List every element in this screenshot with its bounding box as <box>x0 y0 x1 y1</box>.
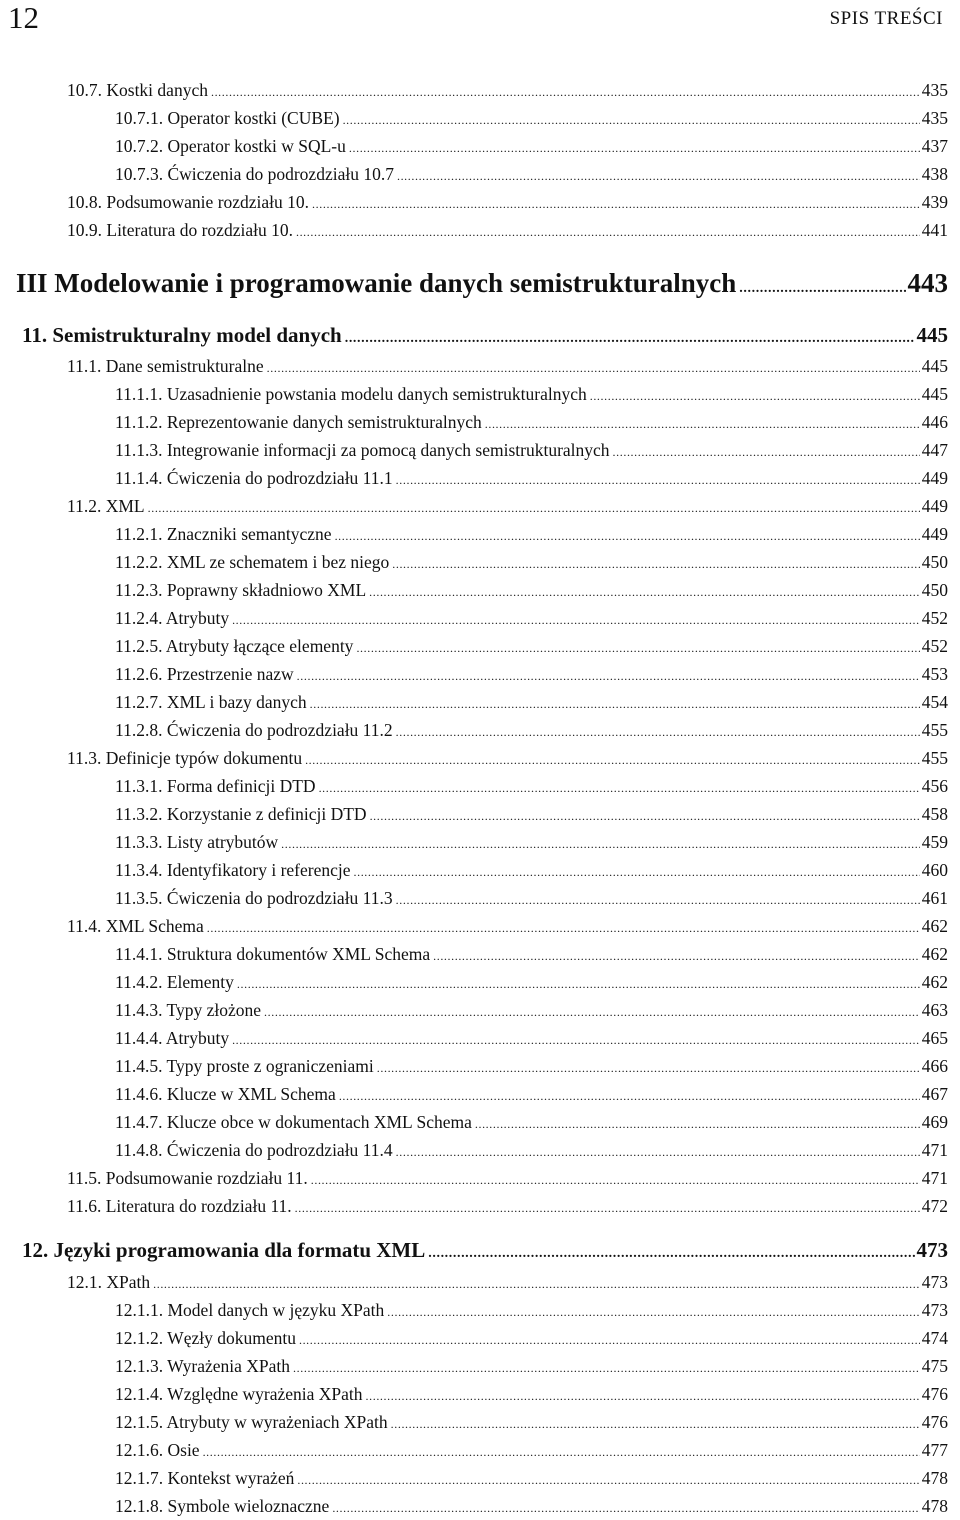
toc-entry-title: 11.2.1. Znaczniki semantyczne <box>115 524 332 544</box>
toc-dot-leader <box>310 692 920 713</box>
toc-entry-title: 11.1.2. Reprezentowanie danych semistrukturalnych <box>115 412 482 432</box>
toc-page-number: 435 <box>921 80 948 100</box>
toc-dot-leader <box>296 220 920 241</box>
toc-subsection-entry <box>115 164 948 185</box>
toc-subsection-entry <box>115 1328 948 1349</box>
toc-subsection-entry <box>115 664 948 685</box>
toc-entry-title: 11.4.8. Ćwiczenia do podrozdziału 11.4 <box>115 1140 393 1160</box>
toc-dot-leader <box>299 1328 920 1349</box>
toc-page-number: 456 <box>921 776 948 796</box>
toc-entry-title: 11.6. Literatura do rozdziału 11. <box>67 1196 292 1216</box>
toc-subsection-entry <box>115 1000 948 1021</box>
toc-entry-title: 11.4. XML Schema <box>67 916 204 936</box>
toc-part-entry <box>16 268 948 299</box>
toc-subsection-entry <box>115 108 948 129</box>
toc-entry-title: 12. Języki programowania dla formatu XML <box>22 1238 426 1262</box>
toc-dot-leader <box>297 664 920 685</box>
toc-section-entry <box>67 1168 948 1189</box>
toc-entry-title: 10.7.1. Operator kostki (CUBE) <box>115 108 340 128</box>
toc-page-number: 445 <box>916 323 948 347</box>
toc-dot-leader <box>264 1000 920 1021</box>
toc-subsection-entry <box>115 1300 948 1321</box>
toc-page-number: 454 <box>921 692 948 712</box>
toc-subsection-entry <box>115 1056 948 1077</box>
toc-entry-title: 10.7.3. Ćwiczenia do podrozdziału 10.7 <box>115 164 394 184</box>
toc-subsection-entry <box>115 860 948 881</box>
toc-page-number: 473 <box>916 1238 948 1262</box>
toc-entry-title: 11.4.3. Typy złożone <box>115 1000 262 1020</box>
toc-entry-title: 12.1.5. Atrybuty w wyrażeniach XPath <box>115 1412 388 1432</box>
toc-page-number: 462 <box>921 916 948 936</box>
toc-page-number: 474 <box>921 1328 948 1348</box>
toc-subsection-entry <box>115 1384 948 1405</box>
toc-subsection-entry <box>115 1028 948 1049</box>
toc-dot-leader <box>281 832 920 853</box>
toc-subsection-entry <box>115 580 948 601</box>
toc-dot-leader <box>485 412 920 433</box>
toc-page-number: 473 <box>921 1272 948 1292</box>
toc-subsection-entry <box>115 692 948 713</box>
toc-entry-title: 11.4.2. Elementy <box>115 972 234 992</box>
toc-entry-title: 11.4.4. Atrybuty <box>115 1028 230 1048</box>
toc-dot-leader <box>153 1272 920 1293</box>
toc-section-entry <box>67 1272 948 1293</box>
toc-page-number: 467 <box>921 1084 948 1104</box>
toc-entry-title: 11.2.3. Poprawny składniowo XML <box>115 580 367 600</box>
toc-page-number: 443 <box>907 268 948 298</box>
toc-section-entry <box>67 192 948 213</box>
toc-entry-title: 12.1.4. Względne wyrażenia XPath <box>115 1384 363 1404</box>
toc-dot-leader <box>475 1112 920 1133</box>
toc-page-number: 478 <box>921 1496 948 1516</box>
toc-subsection-entry <box>115 944 948 965</box>
toc-dot-leader <box>354 860 920 881</box>
toc-entry-title: 11.3.2. Korzystanie z definicji DTD <box>115 804 367 824</box>
toc-dot-leader <box>232 1028 920 1049</box>
toc-subsection-entry <box>115 804 948 825</box>
toc-entry-title: 11.4.7. Klucze obce w dokumentach XML Schema <box>115 1112 472 1132</box>
toc-dot-leader <box>295 1196 920 1217</box>
toc-entry-title: 12.1.3. Wyrażenia XPath <box>115 1356 291 1376</box>
toc-page-number: 446 <box>921 412 948 432</box>
toc-section-entry <box>67 1196 948 1217</box>
toc-entry-title: 10.8. Podsumowanie rozdziału 10. <box>67 192 310 212</box>
toc-dot-leader <box>396 720 920 741</box>
toc-dot-leader <box>232 608 920 629</box>
toc-page-number: 471 <box>921 1168 948 1188</box>
toc-page-number: 450 <box>921 580 948 600</box>
toc-page-number: 477 <box>921 1440 948 1460</box>
running-head: SPIS TREŚCI <box>829 8 943 29</box>
toc-page-number: 459 <box>921 832 948 852</box>
toc-section-entry <box>67 220 948 241</box>
toc-entry-title: 12.1.2. Węzły dokumentu <box>115 1328 296 1348</box>
toc-dot-leader <box>319 776 920 797</box>
toc-subsection-entry <box>115 1084 948 1105</box>
toc-dot-leader <box>311 1168 920 1189</box>
toc-entry-title: 11.3. Definicje typów dokumentu <box>67 748 303 768</box>
toc-dot-leader <box>356 636 919 657</box>
toc-chapter-entry <box>22 323 948 348</box>
toc-page-number: 447 <box>921 440 948 460</box>
toc-entry-title: 11.2.4. Atrybuty <box>115 608 230 628</box>
toc-dot-leader <box>203 1440 920 1461</box>
toc-dot-leader <box>377 1056 920 1077</box>
toc-dot-leader <box>349 136 920 157</box>
toc-section-entry <box>67 356 948 377</box>
toc-chapter-entry <box>22 1238 948 1263</box>
toc-section-entry <box>67 496 948 517</box>
toc-entry-title: 11.1.1. Uzasadnienie powstania modelu danych semistrukturalnych <box>115 384 587 404</box>
toc-page-number: 441 <box>921 220 948 240</box>
toc-entry-title: 11.2.6. Przestrzenie nazw <box>115 664 294 684</box>
toc-page-number: 461 <box>921 888 948 908</box>
toc-entry-title: III Modelowanie i programowanie danych semistrukturalnych <box>16 268 737 298</box>
toc-dot-leader <box>237 972 920 993</box>
toc-dot-leader <box>590 384 920 405</box>
toc-dot-leader <box>613 440 920 461</box>
toc-entry-title: 10.7. Kostki danych <box>67 80 208 100</box>
toc-subsection-entry <box>115 136 948 157</box>
toc-subsection-entry <box>115 1356 948 1377</box>
toc-entry-title: 12.1.7. Kontekst wyrażeń <box>115 1468 295 1488</box>
toc-dot-leader <box>433 944 920 965</box>
toc-entry-title: 11.4.5. Typy proste z ograniczeniami <box>115 1056 374 1076</box>
toc-subsection-entry <box>115 468 948 489</box>
toc-subsection-entry <box>115 636 948 657</box>
toc-subsection-entry <box>115 384 948 405</box>
toc-dot-leader <box>332 1496 919 1517</box>
toc-subsection-entry <box>115 776 948 797</box>
toc-dot-leader <box>392 552 920 573</box>
toc-page-number: 449 <box>921 468 948 488</box>
toc-dot-leader <box>397 164 920 185</box>
toc-subsection-entry <box>115 972 948 993</box>
toc-entry-title: 11.3.3. Listy atrybutów <box>115 832 279 852</box>
toc-dot-leader <box>396 888 920 909</box>
toc-entry-title: 10.7.2. Operator kostki w SQL-u <box>115 136 346 156</box>
toc-subsection-entry <box>115 1468 948 1489</box>
toc-page-number: 455 <box>921 720 948 740</box>
toc-page-number: 465 <box>921 1028 948 1048</box>
toc-dot-leader <box>297 1468 919 1489</box>
toc-entry-title: 11.4.6. Klucze w XML Schema <box>115 1084 336 1104</box>
toc-dot-leader <box>387 1300 919 1321</box>
toc-subsection-entry <box>115 440 948 461</box>
toc-section-entry <box>67 80 948 101</box>
page-number: 12 <box>8 0 39 35</box>
toc-dot-leader <box>369 580 920 601</box>
toc-entry-title: 11.2.5. Atrybuty łączące elementy <box>115 636 354 656</box>
toc-entry-title: 11.1. Dane semistrukturalne <box>67 356 264 376</box>
toc-page-number: 445 <box>921 384 948 404</box>
toc-page-number: 471 <box>921 1140 948 1160</box>
toc-entry-title: 11.2.2. XML ze schematem i bez niego <box>115 552 390 572</box>
toc-entry-title: 12.1.6. Osie <box>115 1440 200 1460</box>
toc-page-number: 450 <box>921 552 948 572</box>
toc-dot-leader <box>339 1084 920 1105</box>
toc-page-number: 469 <box>921 1112 948 1132</box>
toc-dot-leader <box>391 1412 920 1433</box>
toc-entry-title: 11.3.5. Ćwiczenia do podrozdziału 11.3 <box>115 888 393 908</box>
toc-page-number: 449 <box>921 524 948 544</box>
toc-dot-leader <box>305 748 920 769</box>
toc-dot-leader <box>312 192 920 213</box>
toc-subsection-entry <box>115 552 948 573</box>
toc-entry-title: 11.4.1. Struktura dokumentów XML Schema <box>115 944 431 964</box>
toc-page-number: 473 <box>921 1300 948 1320</box>
toc-entry-title: 11.2.8. Ćwiczenia do podrozdziału 11.2 <box>115 720 393 740</box>
toc-dot-leader <box>396 468 920 489</box>
toc-dot-leader <box>345 323 915 348</box>
toc-subsection-entry <box>115 524 948 545</box>
toc-entry-title: 11.2.7. XML i bazy danych <box>115 692 307 712</box>
toc-entry-title: 11.2. XML <box>67 496 145 516</box>
toc-entry-title: 11. Semistrukturalny model danych <box>22 323 342 347</box>
toc-entry-title: 10.9. Literatura do rozdziału 10. <box>67 220 293 240</box>
toc-page-number: 449 <box>921 496 948 516</box>
toc-dot-leader <box>343 108 920 129</box>
toc-entry-title: 12.1.1. Model danych w języku XPath <box>115 1300 385 1320</box>
toc-dot-leader <box>148 496 920 517</box>
toc-entry-title: 11.3.1. Forma definicji DTD <box>115 776 316 796</box>
toc-entry-title: 12.1. XPath <box>67 1272 151 1292</box>
toc-subsection-entry <box>115 1140 948 1161</box>
toc-section-entry <box>67 916 948 937</box>
toc-entry-title: 12.1.8. Symbole wieloznaczne <box>115 1496 330 1516</box>
toc-page-number: 453 <box>921 664 948 684</box>
toc-subsection-entry <box>115 1112 948 1133</box>
toc-dot-leader <box>335 524 920 545</box>
toc-page-number: 463 <box>921 1000 948 1020</box>
toc-page-number: 437 <box>921 136 948 156</box>
toc-page-number: 462 <box>921 944 948 964</box>
toc-entry-title: 11.1.3. Integrowanie informacji za pomocą danych semistrukturalnych <box>115 440 610 460</box>
toc-dot-leader <box>370 804 920 825</box>
toc-subsection-entry <box>115 832 948 853</box>
toc-dot-leader <box>739 268 905 299</box>
toc-page-number: 460 <box>921 860 948 880</box>
toc-subsection-entry <box>115 608 948 629</box>
toc-dot-leader <box>396 1140 920 1161</box>
toc-subsection-entry <box>115 1440 948 1461</box>
toc-page-number: 458 <box>921 804 948 824</box>
toc-page-number: 439 <box>921 192 948 212</box>
toc-page-number: 476 <box>921 1412 948 1432</box>
toc-entry-title: 11.1.4. Ćwiczenia do podrozdziału 11.1 <box>115 468 393 488</box>
toc-page-number: 476 <box>921 1384 948 1404</box>
toc-dot-leader <box>366 1384 920 1405</box>
toc-dot-leader <box>211 80 920 101</box>
toc-dot-leader <box>428 1238 914 1263</box>
toc-page-number: 452 <box>921 636 948 656</box>
toc-entry-title: 11.5. Podsumowanie rozdziału 11. <box>67 1168 308 1188</box>
toc-page-number: 462 <box>921 972 948 992</box>
toc-page-number: 438 <box>921 164 948 184</box>
toc-page-number: 452 <box>921 608 948 628</box>
toc-dot-leader <box>267 356 920 377</box>
toc-subsection-entry <box>115 888 948 909</box>
toc-page-number: 478 <box>921 1468 948 1488</box>
toc-subsection-entry <box>115 1496 948 1517</box>
toc-entry-title: 11.3.4. Identyfikatory i referencje <box>115 860 351 880</box>
toc-subsection-entry <box>115 412 948 433</box>
toc-page-number: 466 <box>921 1056 948 1076</box>
toc-subsection-entry <box>115 1412 948 1433</box>
toc-subsection-entry <box>115 720 948 741</box>
toc-dot-leader <box>293 1356 920 1377</box>
toc-section-entry <box>67 748 948 769</box>
toc-page-number: 455 <box>921 748 948 768</box>
toc-dot-leader <box>207 916 920 937</box>
toc-page-number: 445 <box>921 356 948 376</box>
toc-page-number: 472 <box>921 1196 948 1216</box>
toc-page-number: 435 <box>921 108 948 128</box>
toc-page-number: 475 <box>921 1356 948 1376</box>
